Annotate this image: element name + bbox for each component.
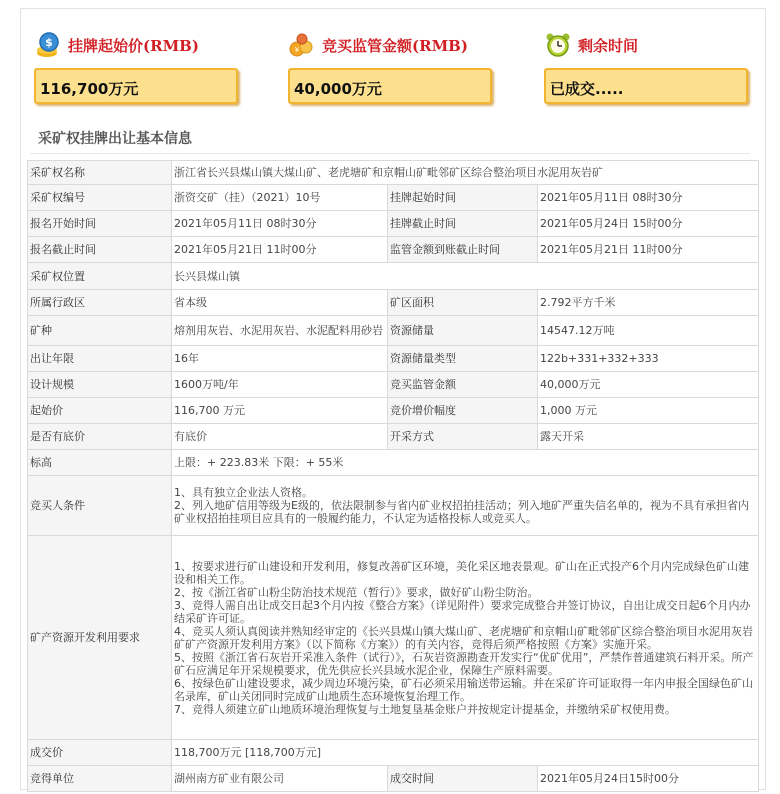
row-key: 挂牌截止时间 bbox=[388, 211, 538, 237]
info-table bbox=[27, 160, 759, 792]
start-price-value: 116,700万元 bbox=[34, 68, 238, 104]
row-value: 40,000万元 bbox=[538, 372, 759, 398]
row-value: 118,700万元 [118,700万元] bbox=[172, 740, 759, 766]
row-value: 2021年05月21日 11时00分 bbox=[538, 237, 759, 263]
row-key: 矿种 bbox=[28, 316, 172, 346]
row-value: 2021年05月21日 11时00分 bbox=[172, 237, 388, 263]
row-value: 省本级 bbox=[172, 290, 388, 316]
row-value: 有底价 bbox=[172, 424, 388, 450]
table-row bbox=[28, 536, 759, 740]
row-value: 长兴县煤山镇 bbox=[172, 263, 759, 290]
row-key: 所属行政区 bbox=[28, 290, 172, 316]
remaining-time-label: 剩余时间 bbox=[578, 36, 639, 55]
row-key: 开采方式 bbox=[388, 424, 538, 450]
row-key: 资源储量类型 bbox=[388, 346, 538, 372]
table-row bbox=[28, 263, 759, 290]
table-row bbox=[28, 161, 759, 185]
row-key: 矿区面积 bbox=[388, 290, 538, 316]
row-key: 是否有底价 bbox=[28, 424, 172, 450]
row-key: 竞买监管金额 bbox=[388, 372, 538, 398]
row-key: 采矿权位置 bbox=[28, 263, 172, 290]
row-key: 成交价 bbox=[28, 740, 172, 766]
row-key: 报名开始时间 bbox=[28, 211, 172, 237]
svg-text:¥: ¥ bbox=[294, 46, 300, 54]
row-value: 上限：+ 223.83米 下限：+ 55米 bbox=[172, 450, 759, 476]
svg-text:$: $ bbox=[45, 36, 53, 49]
row-value: 2021年05月24日15时00分 bbox=[538, 766, 759, 792]
row-value: 1,000 万元 bbox=[538, 398, 759, 424]
deposit-stat bbox=[288, 30, 492, 104]
table-row bbox=[28, 185, 759, 211]
remaining-time-value: 已成交..... bbox=[544, 68, 748, 104]
row-key: 监管金额到账截止时间 bbox=[388, 237, 538, 263]
row-value: 2.792平方千米 bbox=[538, 290, 759, 316]
row-value: 122b+331+332+333 bbox=[538, 346, 759, 372]
row-key: 设计规模 bbox=[28, 372, 172, 398]
deposit-value: 40,000万元 bbox=[288, 68, 492, 104]
table-row bbox=[28, 237, 759, 263]
table-row bbox=[28, 450, 759, 476]
row-value: 浙江省长兴县煤山镇大煤山矿、老虎塘矿和京帽山矿毗邻矿区综合整治项目水泥用灰岩矿 bbox=[172, 161, 759, 185]
deposit-label: 竞买监管金额(RMB) bbox=[322, 36, 468, 55]
row-value: 1、按要求进行矿山建设和开发利用，修复改善矿区环境，美化采区地表景观。矿山在正式投产6个月内完成绿色矿山建设和相关工作。 2、按《浙江省矿山粉尘防治技术规范（暂行）》要求，做好矿山粉尘防治。 3、竞得人需自出让成交日起3个月内按《整合方案》（详见附件）要求完成整合并签订协议，自出让成交日起6个月内办结采矿许可证。 4、竞买人须认真阅读并熟知经审定的《长兴县煤山镇大煤山矿、老虎塘矿和京帽山矿毗邻矿区综合整治项目水泥用灰岩矿矿产资源开发利用方案》（以下简称《方案》）的有关内容，竞得后须严格按照《方案》实施开采。 5、按照《浙江省石灰岩开采准入条件（试行）》，石灰岩资源勘查开发实行“优矿优用”，严禁作普通建筑石料开采。所产矿石应满足年开采规模要求，优先供应长兴县域水泥企业，保障生产原料需要。 6、按绿色矿山建设要求，减少周边环境污染，矿石必须采用输送带运输。并在采矿许可证取得一年内申报全国绿色矿山名录库，矿山关闭同时完成矿山地质生态环境恢复治理工作。 7、竞得人须建立矿山地质环境治理恢复与土地复垦基金账户并按规定计提基金，并缴纳采矿权使用费。 bbox=[172, 536, 759, 740]
remaining-time-stat bbox=[544, 30, 748, 104]
table-row bbox=[28, 346, 759, 372]
table-row bbox=[28, 476, 759, 536]
row-key: 资源储量 bbox=[388, 316, 538, 346]
row-key: 矿产资源开发利用要求 bbox=[28, 536, 172, 740]
row-value: 湖州南方矿业有限公司 bbox=[172, 766, 388, 792]
row-key: 成交时间 bbox=[388, 766, 538, 792]
row-key: 标高 bbox=[28, 450, 172, 476]
row-key: 报名截止时间 bbox=[28, 237, 172, 263]
row-value: 2021年05月24日 15时00分 bbox=[538, 211, 759, 237]
table-row bbox=[28, 740, 759, 766]
row-value: 2021年05月11日 08时30分 bbox=[538, 185, 759, 211]
table-row bbox=[28, 372, 759, 398]
table-row bbox=[28, 316, 759, 346]
table-row bbox=[28, 290, 759, 316]
row-key: 竞买人条件 bbox=[28, 476, 172, 536]
alarm-clock-icon bbox=[544, 31, 572, 59]
row-value: 16年 bbox=[172, 346, 388, 372]
row-value: 14547.12万吨 bbox=[538, 316, 759, 346]
row-value: 1600万吨/年 bbox=[172, 372, 388, 398]
row-value: 浙资交矿（挂）（2021）10号 bbox=[172, 185, 388, 211]
row-key: 采矿权名称 bbox=[28, 161, 172, 185]
row-value: 116,700 万元 bbox=[172, 398, 388, 424]
row-key: 采矿权编号 bbox=[28, 185, 172, 211]
table-row bbox=[28, 424, 759, 450]
table-row bbox=[28, 398, 759, 424]
table-row bbox=[28, 211, 759, 237]
row-key: 挂牌起始时间 bbox=[388, 185, 538, 211]
row-value: 1、具有独立企业法人资格。 2、列入地矿信用等级为E级的，依法限制参与省内矿业权招拍挂活动；列入地矿严重失信名单的，视为不具有承担省内矿业权招拍挂项目应具有的一般履约能力，不认定为适格投标人或竞买人。 bbox=[172, 476, 759, 536]
row-key: 竞得单位 bbox=[28, 766, 172, 792]
row-key: 出让年限 bbox=[28, 346, 172, 372]
start-price-label: 挂牌起始价(RMB) bbox=[68, 36, 199, 55]
coin-dollar-icon bbox=[34, 31, 62, 59]
start-price-stat bbox=[34, 30, 238, 104]
money-coins-icon bbox=[288, 31, 316, 59]
row-value: 露天开采 bbox=[538, 424, 759, 450]
section-title: 采矿权挂牌出让基本信息 bbox=[30, 124, 750, 154]
row-value: 2021年05月11日 08时30分 bbox=[172, 211, 388, 237]
table-row bbox=[28, 766, 759, 792]
row-key: 竞价增价幅度 bbox=[388, 398, 538, 424]
row-value: 熔剂用灰岩、水泥用灰岩、水泥配料用砂岩 bbox=[172, 316, 388, 346]
row-key: 起始价 bbox=[28, 398, 172, 424]
